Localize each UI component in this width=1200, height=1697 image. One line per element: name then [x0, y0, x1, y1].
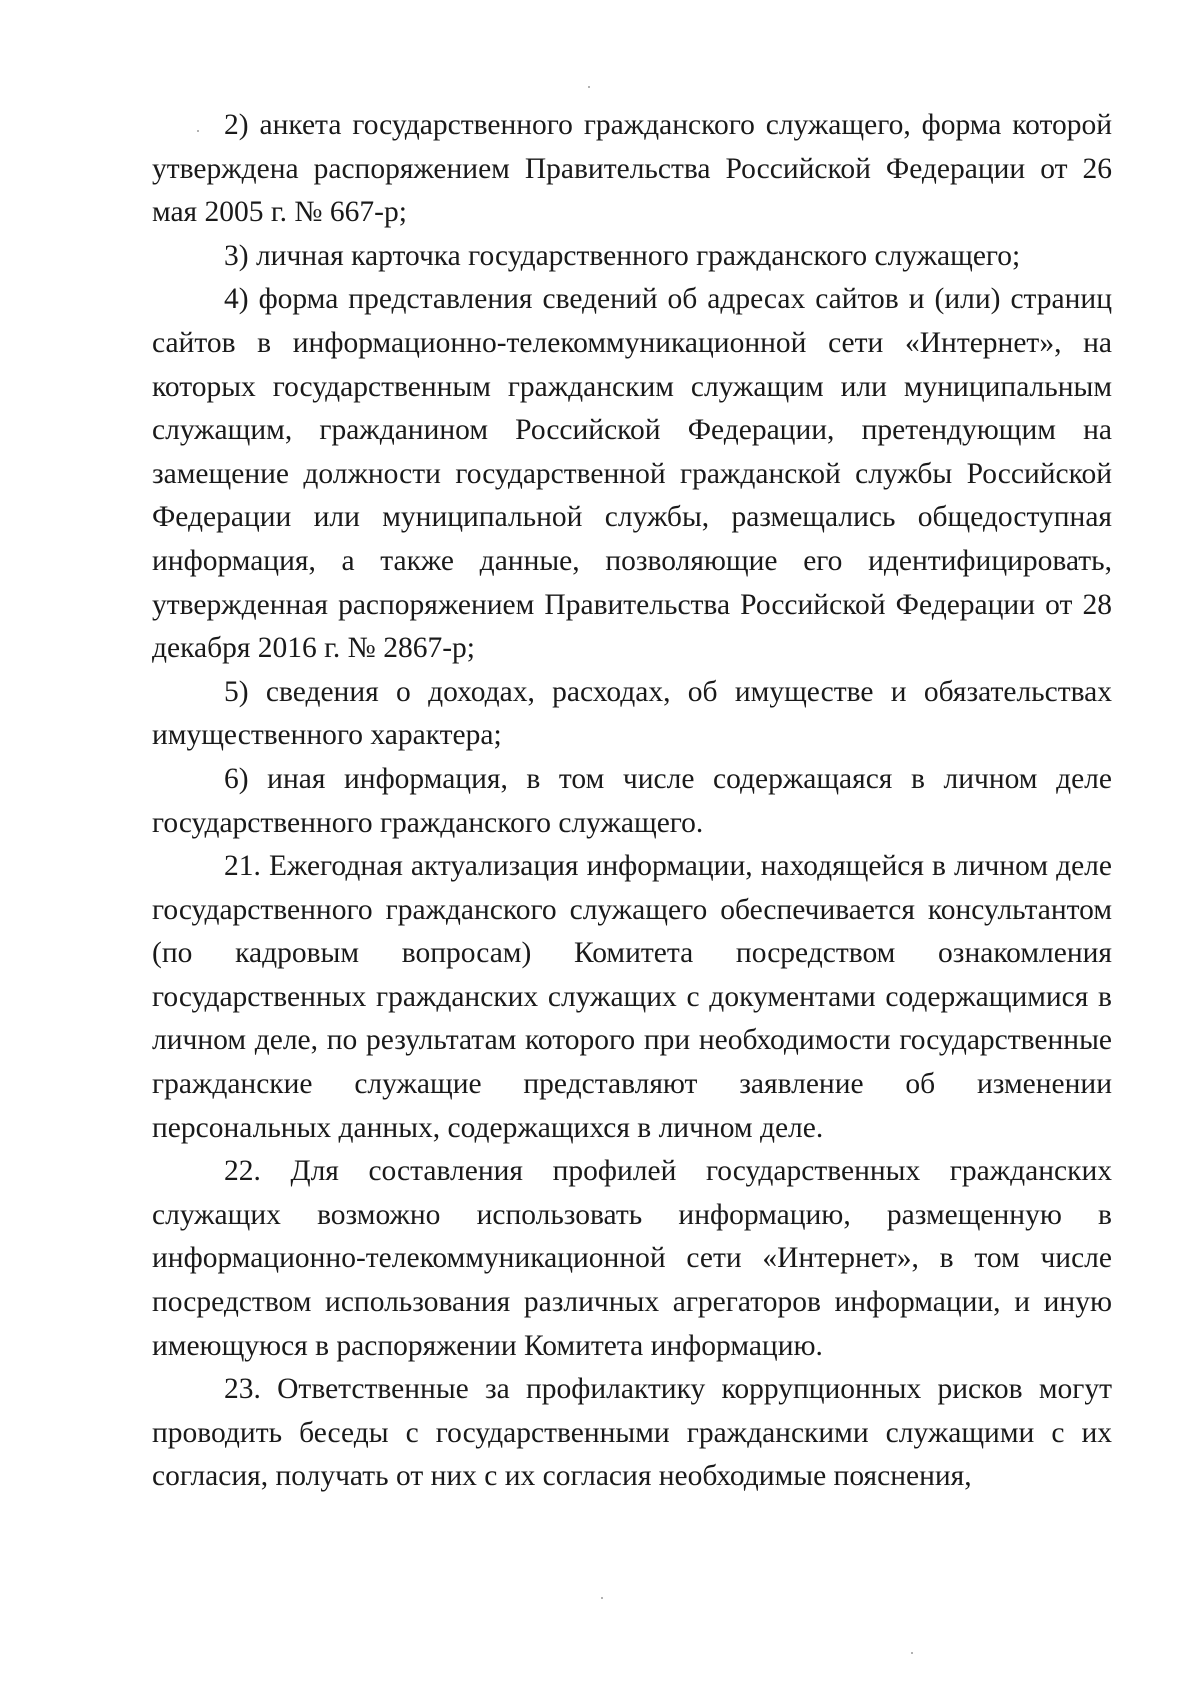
clause-22: 22. Для составления профилей государственных гражданских служащих возможно использовать информацию, размещенную в информационно-телекоммуникационной сети «Интернет», в том числе посредством использования различных агрегаторов информации, и иную имеющуюся в распоряжении Комитета информацию.: [152, 1155, 1112, 1362]
scan-speck: [911, 1652, 913, 1654]
scan-speck: [588, 86, 590, 88]
scan-speck: [601, 1597, 603, 1599]
list-item-4: 4) форма представления сведений об адресах сайтов и (или) страниц сайтов в информационно-телекоммуникационной сети «Интернет», на которых государственным гражданским служащим или муниципальным служащим, гражданином Российской Федерации, претендующим на замещение должности государственной гражданской службы Российской Федерации или муниципальной службы, размещались общедоступная информация, а также данные, позволяющие его идентифицировать, утвержденная распоряжением Правительства Российской Федерации от 28 декабря 2016 г. № 2867-р;: [152, 283, 1112, 665]
document-body: [152, 104, 1112, 1499]
list-item-5: 5) сведения о доходах, расходах, об имуществе и обязательствах имущественного характера;: [152, 675, 1112, 752]
list-item-2: 2) анкета государственного гражданского служащего, форма которой утверждена распоряжением Правительства Российской Федерации от 26 мая 2005 г. № 667-р;: [152, 109, 1112, 229]
list-item-6: 6) иная информация, в том числе содержащаяся в личном деле государственного гражданского служащего.: [152, 762, 1112, 839]
clause-21: 21. Ежегодная актуализация информации, находящейся в личном деле государственного гражданского служащего обеспечивается консультантом (по кадровым вопросам) Комитета посредством ознакомления государственных гражданских служащих с документами содержащимися в личном деле, по результатам которого при необходимости государственные гражданские служащие представляют заявление об изменении персональных данных, содержащихся в личном деле.: [152, 850, 1112, 1144]
clause-23: 23. Ответственные за профилактику коррупционных рисков могут проводить беседы с государственными гражданскими служащими с их согласия, получать от них с их согласия необходимые пояснения,: [152, 1373, 1112, 1493]
list-item-3: 3) личная карточка государственного гражданского служащего;: [224, 239, 1021, 272]
